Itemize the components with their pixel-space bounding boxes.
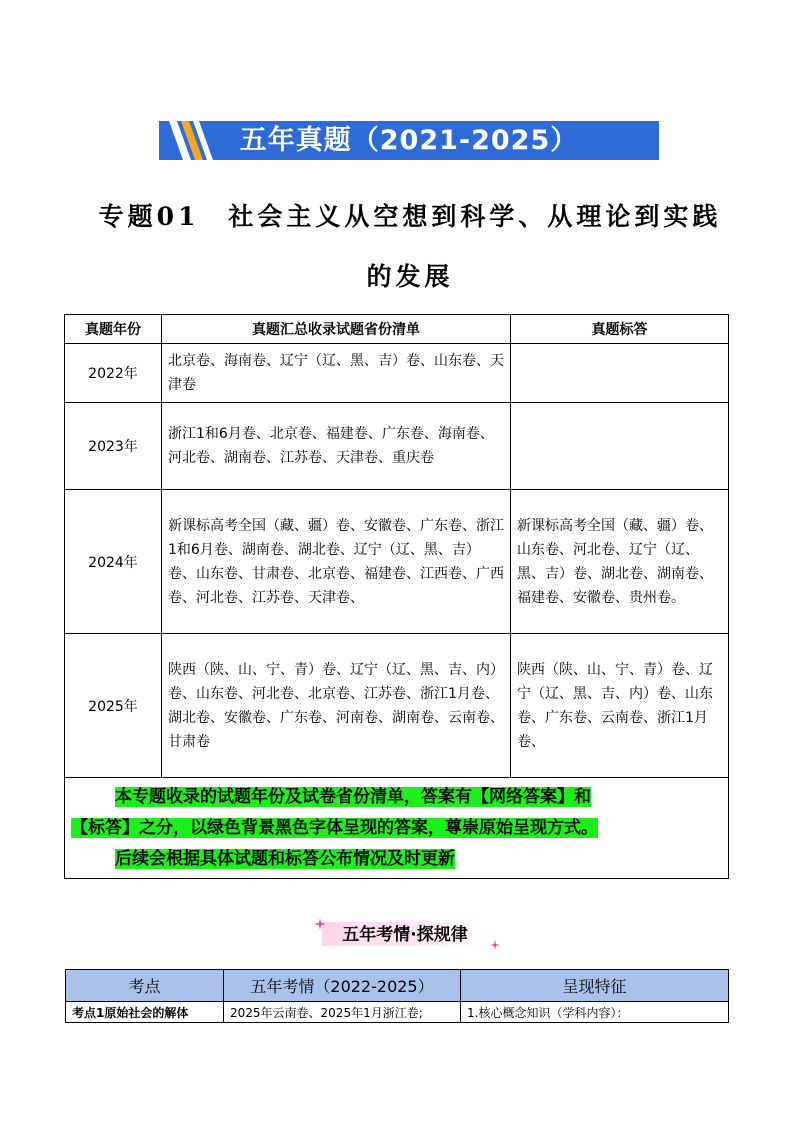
section-title: 五年考情·探规律 [342,925,468,945]
row-answer [511,403,729,490]
sub-header-feature: 呈现特征 [461,970,729,1002]
row-year: 2023年 [65,403,162,490]
exam-list-table [64,314,729,879]
note-line1: 本专题收录的试题年份及试卷省份清单，答案有【网络答案】和 [115,786,591,807]
row-answer: 新课标高考全国（藏、疆）卷、山东卷、河北卷、辽宁（辽、黑、吉）卷、湖北卷、湖南卷、福建卷、安徽卷、贵州卷。 [511,490,729,634]
table-row [66,1002,729,1023]
row-list: 北京卷、海南卷、辽宁（辽、黑、吉）卷、山东卷、天津卷 [162,344,511,403]
title-banner [159,121,659,160]
section-heading [300,918,520,952]
header-province-list: 真题汇总收录试题省份清单 [162,315,511,344]
banner-title: 五年真题（2021-2025） [239,125,579,156]
row-list: 新课标高考全国（藏、疆）卷、安徽卷、广东卷、浙江1和6月卷、湖南卷、湖北卷、辽宁（辽、黑、吉）卷、山东卷、甘肃卷、北京卷、福建卷、江西卷、广西卷、河北卷、江苏卷、天津卷、 [162,490,511,634]
note-line3: 后续会根据具体试题和标答公布情况及时更新 [115,848,455,869]
row-point: 考点1原始社会的解体 [66,1002,224,1023]
row-year: 2024年 [65,490,162,634]
table-row [65,490,729,634]
table-row [65,634,729,778]
row-year: 2025年 [65,634,162,778]
note-row [65,778,729,879]
row-list: 浙江1和6月卷、北京卷、福建卷、广东卷、海南卷、河北卷、湖南卷、江苏卷、天津卷、重庆卷 [162,403,511,490]
sub-header-row [66,970,729,1002]
table-header-row [65,315,729,344]
note-line2: 【标答】之分，以绿色背景黑色字体呈现的答案，尊崇原始呈现方式。 [71,817,598,838]
header-year: 真题年份 [65,315,162,344]
exam-point-table [65,969,729,1023]
row-answer: 陕西（陕、山、宁、青）卷、辽宁（辽、黑、吉、内）卷、山东卷、广东卷、云南卷、浙江1月卷、 [511,634,729,778]
table-row [65,344,729,403]
note-cell [65,778,729,879]
row-answer [511,344,729,403]
row-year: 2022年 [65,344,162,403]
header-answer: 真题标答 [511,315,729,344]
row-list: 陕西（陕、山、宁、青）卷、辽宁（辽、黑、吉、内）卷、山东卷、河北卷、北京卷、江苏卷、浙江1月卷、湖北卷、安徽卷、广东卷、河南卷、湖南卷、云南卷、甘肃卷 [162,634,511,778]
row-years: 2025年云南卷、2025年1月浙江卷; [224,1002,461,1023]
topic-title-line1: 专题01 社会主义从空想到科学、从理论到实践 [98,202,722,231]
sub-header-point: 考点 [66,970,224,1002]
row-feature: 1.核心概念知识（学科内容）： [461,1002,729,1023]
table-row [65,403,729,490]
topic-title-line2: 的发展 [366,262,454,291]
sub-header-years: 五年考情（2022-2025） [224,970,461,1002]
